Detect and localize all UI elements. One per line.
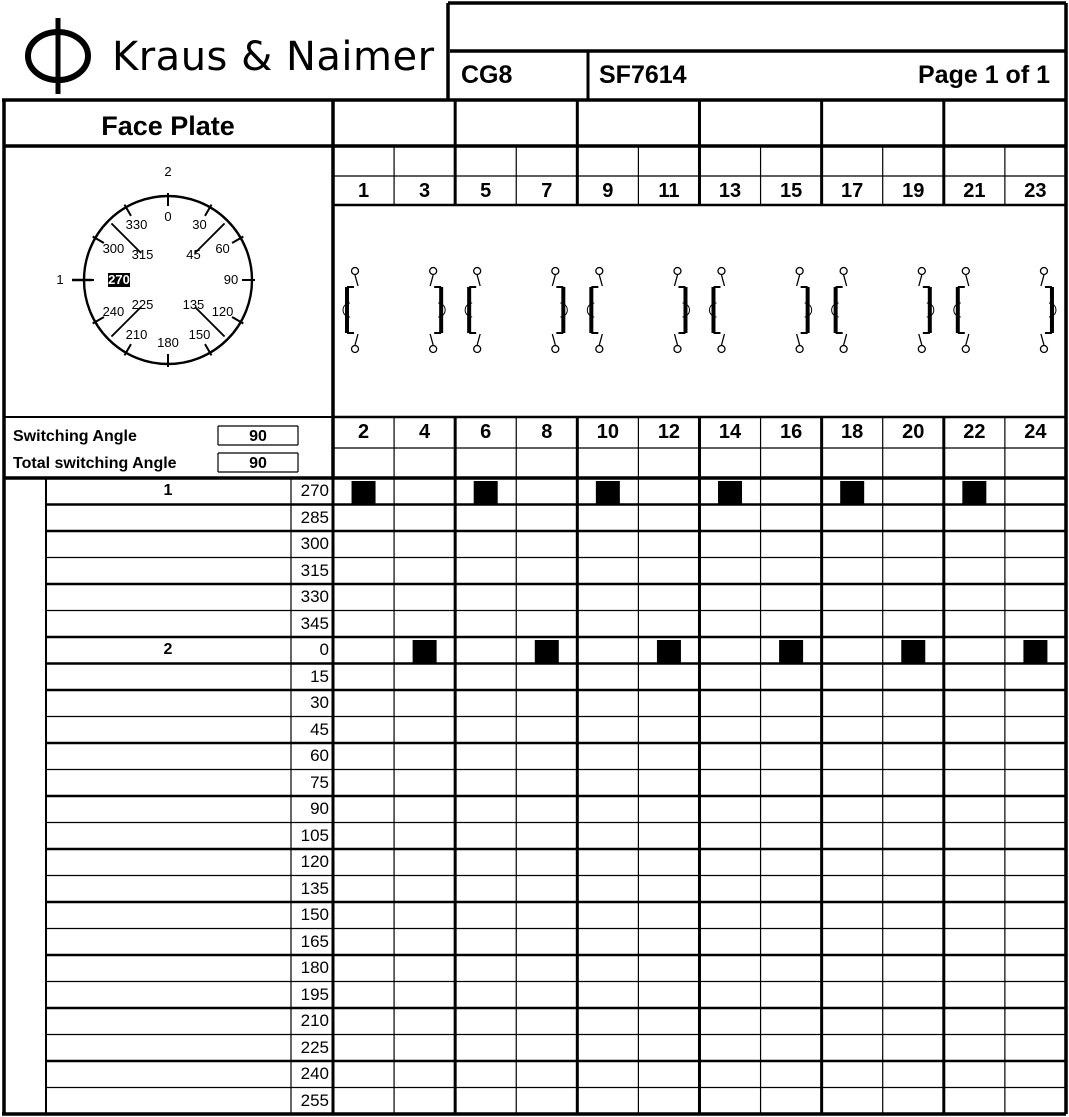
contact-symbol-icon [918,268,934,353]
position-angle: 210 [300,1011,329,1030]
position-angle: 60 [310,746,329,765]
dial-angle-label: 270 [108,272,130,287]
contact-symbol-icon [954,268,970,353]
contact-number-bottom: 18 [841,421,864,443]
position-angle: 150 [300,905,329,924]
position-angle: 180 [300,958,329,977]
program-code: SF7614 [599,61,687,89]
total-switching-angle-value: 90 [249,455,267,472]
position-angle: 270 [300,481,329,500]
contact-number-top: 21 [963,180,986,202]
face-plate-title: Face Plate [101,111,235,141]
closed-contact-mark [718,481,742,504]
contact-number-bottom: 16 [779,421,803,443]
position-angle: 75 [310,772,329,792]
closed-contact-mark [962,481,986,504]
brand-name: Kraus & Naimer [112,34,435,80]
contact-symbol-icon [709,268,725,353]
contact-symbol-icon [674,268,690,353]
position-angle: 45 [310,719,329,739]
contact-number-bottom: 14 [718,421,742,443]
position-angle: 105 [300,825,329,845]
closed-contact-mark [535,640,559,663]
position-angle: 225 [300,1037,329,1057]
contact-number-top: 9 [602,180,614,202]
contact-symbol-icon [587,268,602,353]
position-angle: 330 [300,587,329,606]
position-angle: 345 [300,613,329,633]
position-angle: 285 [300,507,329,527]
position-angle: 30 [310,693,329,712]
closed-contact-mark [901,640,925,663]
total-switching-angle-label: Total switching Angle [13,455,177,472]
contact-number-bottom: 2 [357,421,370,443]
closed-contact-mark [596,481,620,504]
contact-number-bottom: 6 [480,421,492,443]
contact-number-bottom: 12 [657,421,681,443]
position-name: 2 [163,641,173,658]
position-angle: 240 [300,1064,329,1083]
contact-symbol-icon [552,268,568,353]
position-angle: 90 [310,799,329,818]
position-angle: 165 [300,931,329,951]
contact-number-bottom: 8 [541,421,553,443]
contact-number-top: 19 [902,180,925,202]
switching-angle-value: 90 [249,428,267,445]
dial-position-label: 2 [164,164,172,179]
dial-angle-label: 135 [182,297,205,313]
dial-angle-label: 180 [157,335,179,350]
series-code: CG8 [461,61,513,89]
contact-number-bottom: 22 [963,421,986,443]
switching-angle-label: Switching Angle [13,428,137,445]
position-angle: 15 [310,666,329,686]
contact-symbols [343,268,1056,353]
contact-number-bottom: 10 [596,421,619,443]
closed-contact-mark [352,481,376,504]
closed-contact-mark [1023,640,1047,663]
dial-angle-label: 0 [164,209,172,224]
dial-angle-label: 45 [186,246,201,262]
position-angle: 300 [300,534,329,553]
closed-contact-mark [779,640,803,663]
position-angle: 120 [300,852,329,871]
contact-number-top: 23 [1024,180,1047,202]
closed-contact-mark [657,640,681,663]
contact-symbol-icon [796,268,812,353]
closed-contact-mark [840,481,864,504]
phi-logo-icon [22,12,94,94]
contact-symbol-icon [832,268,847,353]
contact-symbol-icon [1040,268,1056,353]
contact-number-top: 13 [718,180,742,202]
contact-number-top: 1 [357,180,370,202]
brand-logo [22,12,94,94]
position-angle: 195 [300,984,329,1004]
contact-number-top: 7 [541,180,553,202]
position-angle: 0 [319,640,329,659]
contact-number-bottom: 24 [1024,421,1047,443]
contact-number-top: 5 [480,180,492,202]
dial-angle-label: 315 [131,246,154,262]
dial-angle-label: 150 [188,326,211,342]
closed-contact-mark [413,640,437,663]
dial-angle-label: 30 [192,217,207,233]
dial-angle-label: 330 [125,217,148,233]
dial-angle-label: 90 [223,272,239,287]
contact-number-bottom: 4 [419,421,431,443]
contact-number-bottom: 20 [902,421,925,443]
dial-angle-label: 210 [125,326,148,342]
dial-angle-label: 120 [211,303,234,319]
contact-number-top: 17 [841,180,864,202]
dial-angle-label: 240 [102,303,125,319]
position-name: 1 [163,482,173,499]
contact-number-top: 15 [779,180,803,202]
dial-angle-label: 300 [102,240,125,256]
page-indicator: Page 1 of 1 [918,61,1050,89]
position-angle: 255 [300,1090,329,1110]
dial-angle-label: 225 [131,297,154,313]
contact-number-top: 11 [658,180,680,202]
contact-symbol-icon [430,268,446,353]
position-angle: 135 [300,878,329,898]
position-angle: 315 [300,560,329,580]
dial-position-label: 1 [56,272,64,287]
dial-angle-label: 60 [215,240,230,256]
closed-contact-mark [474,481,498,504]
contact-symbol-icon [343,268,359,353]
contact-number-top: 3 [419,180,431,202]
contact-symbol-icon [465,268,480,353]
